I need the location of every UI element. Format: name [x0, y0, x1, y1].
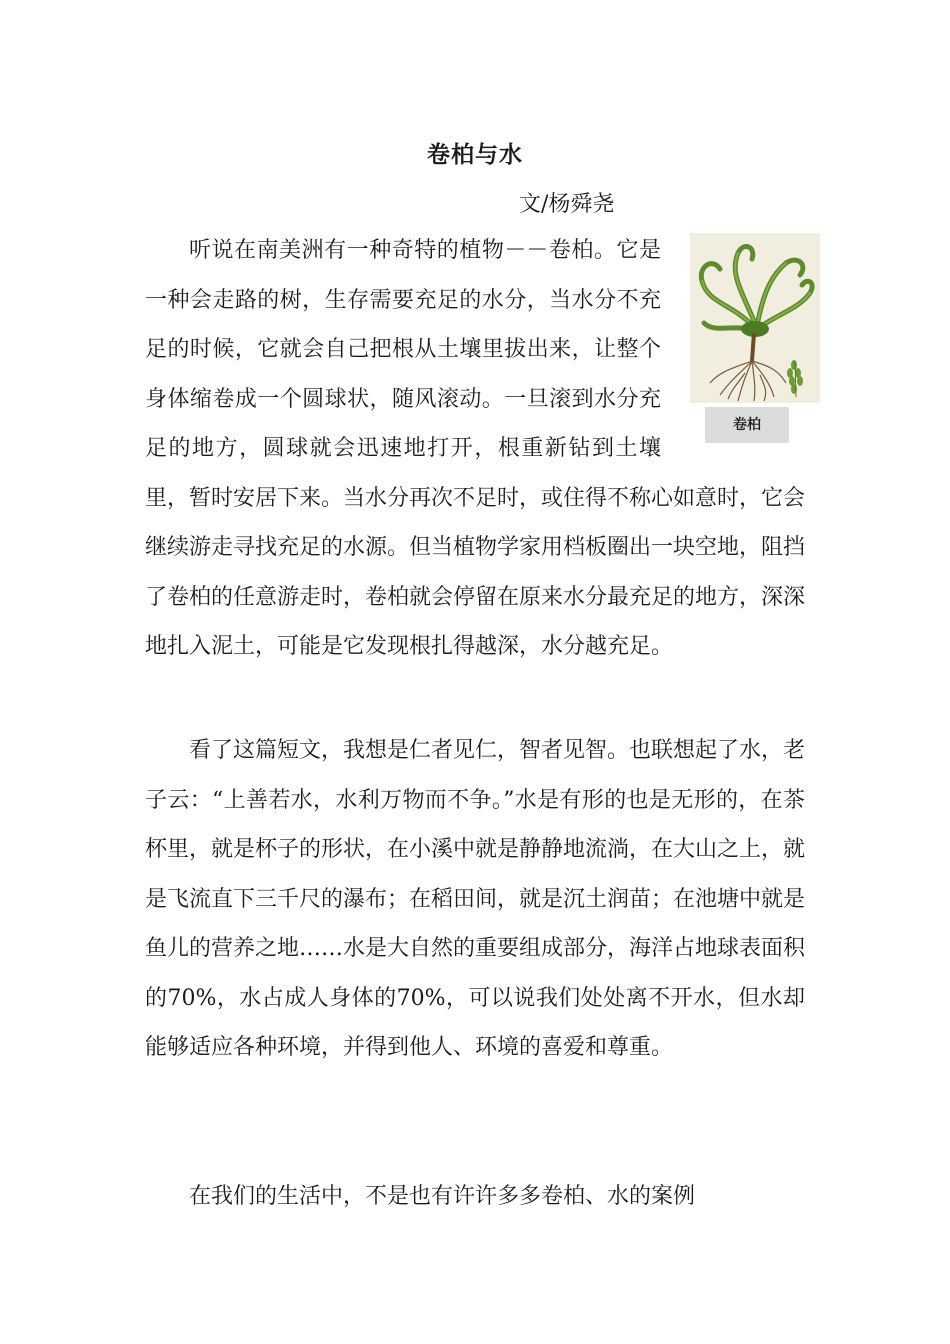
article-author: 文/杨舜尧 [519, 192, 615, 217]
fern-plant-illustration-icon [690, 233, 820, 403]
paragraph-3: 在我们的生活中，不是也有许许多多卷柏、水的案例 [189, 1184, 696, 1209]
paragraph-2: 看了这篇短文，我想是仁者见仁，智者见智。也联想起了水，老子云：“上善若水，水利万物而不争。”水是有形的也是无形的，在茶杯里，就是杯子的形状，在小溪中就是静静地流淌，在大山之上，就是飞流直下三千尺的瀑布；在稻田间，就是沉土润苗；在池塘中就是鱼儿的营养之地……水是大自然的重要组成部分，海洋占地球表面积的70%，水占成人身体的70%，可以说我们处处离不开水，但水却能够适应各种环境，并得到他人、环境的喜爱和尊重。 [145, 738, 806, 1060]
article-title: 卷柏与水 [427, 142, 523, 168]
figure-caption: 卷柏 [705, 407, 789, 443]
paragraph-1-text: 听说在南美洲有一种奇特的植物－－卷柏。它是一种会走路的树，生存需要充足的水分，当水分不充足的时候，它就会自己把根从土壤里拔出来，让整个身体缩卷成一个圆球状，随风滚动。一旦滚到水分充足的地方，圆球就会迅速地打开，根重新钻到土壤里，暂时安居下来。当水分再次不足时，或住得不称心如意时，它会继续游走寻找充足的水源。但当植物学家用档板圈出一块空地，阻挡了卷柏的任意游走时，卷柏就会停留在原来水分最充足的地方，深深地扎入泥土，可能是它发现根扎得越深，水分越充足。 [145, 238, 806, 659]
